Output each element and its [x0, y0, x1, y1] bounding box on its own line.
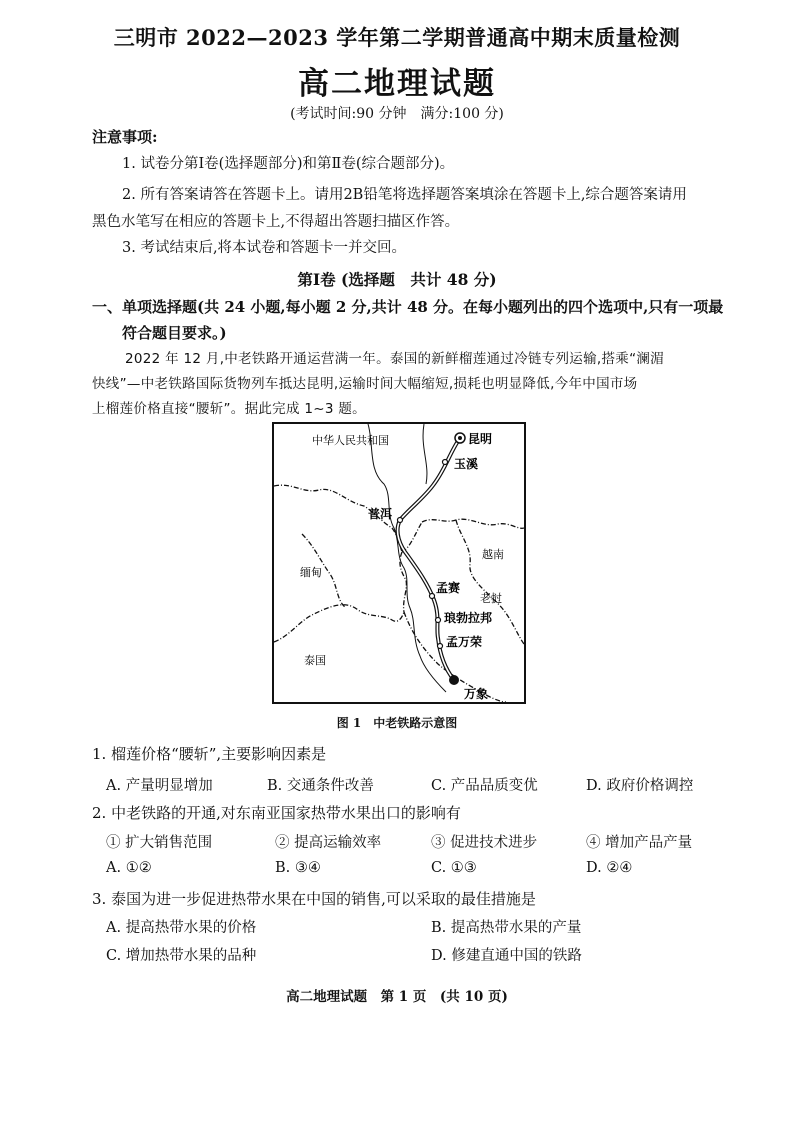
passage-line-3: 上榴莲价格直接“腰斩”。据此完成 1~3 题。: [92, 401, 366, 417]
label-kunming: 昆明: [468, 432, 493, 446]
part-title-line-2: 符合题目要求。): [122, 324, 227, 342]
river-tributary: [423, 424, 427, 484]
label-puer: 普洱: [368, 507, 393, 521]
section-header: 第Ⅰ卷 (选择题 共计 48 分): [297, 270, 497, 289]
figure-caption: 图 1 中老铁路示意图: [336, 716, 458, 730]
label-china: 中华人民共和国: [312, 434, 389, 447]
border-china-laos: [402, 522, 422, 552]
city-dot-yuxi: [443, 460, 448, 465]
question-3-stem: 3. 泰国为进一步促进热带水果在中国的销售,可以采取的最佳措施是: [92, 890, 536, 908]
question-2-statement-4: ④ 增加产品产量: [586, 835, 693, 851]
railway-map-svg: [274, 424, 524, 702]
label-vietnam: 越南: [482, 548, 504, 561]
question-1-stem: 1. 榴莲价格“腰斩”,主要影响因素是: [92, 745, 327, 763]
city-dot-puer: [398, 518, 403, 523]
part-title-line-1: 一、单项选择题(共 24 小题,每小题 2 分,共计 48 分。在每小题列出的四个选项中,只有一项最: [92, 298, 724, 316]
label-vangvieng: 孟万荣: [446, 635, 483, 649]
label-thailand: 泰国: [304, 654, 326, 667]
question-2-stem: 2. 中老铁路的开通,对东南亚国家热带水果出口的影响有: [92, 804, 461, 822]
question-2-statement-2: ② 提高运输效率: [275, 835, 382, 851]
question-3-option-a[interactable]: A. 提高热带水果的价格: [106, 920, 257, 936]
question-1-option-d[interactable]: D. 政府价格调控: [586, 778, 694, 794]
notice-item-1: 1. 试卷分第Ⅰ卷(选择题部分)和第Ⅱ卷(综合题部分)。: [122, 156, 455, 172]
question-3-option-b[interactable]: B. 提高热带水果的产量: [431, 920, 582, 936]
label-mengsai: 孟赛: [436, 581, 461, 595]
city-dot-vientiane: [449, 675, 459, 685]
question-2-option-a[interactable]: A. ①②: [106, 860, 152, 876]
border-laos-vietnam: [456, 520, 524, 644]
question-2-statement-1: ① 扩大销售范围: [106, 835, 213, 851]
notice-item-3: 3. 考试结束后,将本试卷和答题卡一并交回。: [122, 240, 407, 256]
question-1-option-a[interactable]: A. 产量明显增加: [106, 778, 213, 794]
label-myanmar: 缅甸: [300, 566, 322, 579]
passage-line-2: 快线”—中老铁路国际货物列车抵达昆明,运输时间大幅缩短,损耗也明显降低,今年中国市场: [92, 376, 638, 392]
notice-item-2-cont: 黑色水笔写在相应的答题卡上,不得超出答题扫描区作答。: [92, 214, 460, 230]
border-myanmar-thailand: [274, 605, 404, 642]
question-2-option-b[interactable]: B. ③④: [275, 860, 321, 876]
city-dot-vangvieng: [438, 644, 443, 649]
question-1-option-b[interactable]: B. 交通条件改善: [267, 778, 374, 794]
label-yuxi: 玉溪: [454, 457, 479, 471]
label-laos: 老挝: [480, 592, 502, 605]
label-vientiane: 万象: [464, 687, 489, 701]
passage-line-1: 2022 年 12 月,中老铁路开通运营满一年。泰国的新鲜榴莲通过冷链专列运输,搭乘“澜湄: [125, 351, 664, 367]
subject-title: 高二地理试题: [298, 66, 496, 102]
question-2-option-d[interactable]: D. ②④: [586, 860, 633, 876]
border-china-vietnam: [422, 519, 524, 528]
railway-map: [272, 422, 526, 704]
city-dot-luangprabang: [436, 618, 441, 623]
page-footer: 高二地理试题 第 1 页 (共 10 页): [286, 989, 508, 1005]
question-2-statement-3: ③ 促进技术进步: [431, 835, 538, 851]
exam-info: (考试时间:90 分钟 满分:100 分): [290, 106, 504, 122]
exam-title: 三明市 2022—2023 学年第二学期普通高中期末质量检测: [113, 25, 681, 50]
label-luangprabang: 琅勃拉邦: [444, 611, 493, 625]
question-2-option-c[interactable]: C. ①③: [431, 860, 477, 876]
question-3-option-d[interactable]: D. 修建直通中国的铁路: [431, 948, 582, 964]
question-3-option-c[interactable]: C. 增加热带水果的品种: [106, 948, 257, 964]
question-1-option-c[interactable]: C. 产品品质变优: [431, 778, 538, 794]
notice-item-2: 2. 所有答案请答在答题卡上。请用2B铅笔将选择题答案填涂在答题卡上,综合题答案请用: [122, 187, 687, 203]
border-laos-thailand: [404, 612, 506, 702]
city-dot-mengsai: [430, 594, 435, 599]
notice-title: 注意事项:: [92, 128, 158, 146]
